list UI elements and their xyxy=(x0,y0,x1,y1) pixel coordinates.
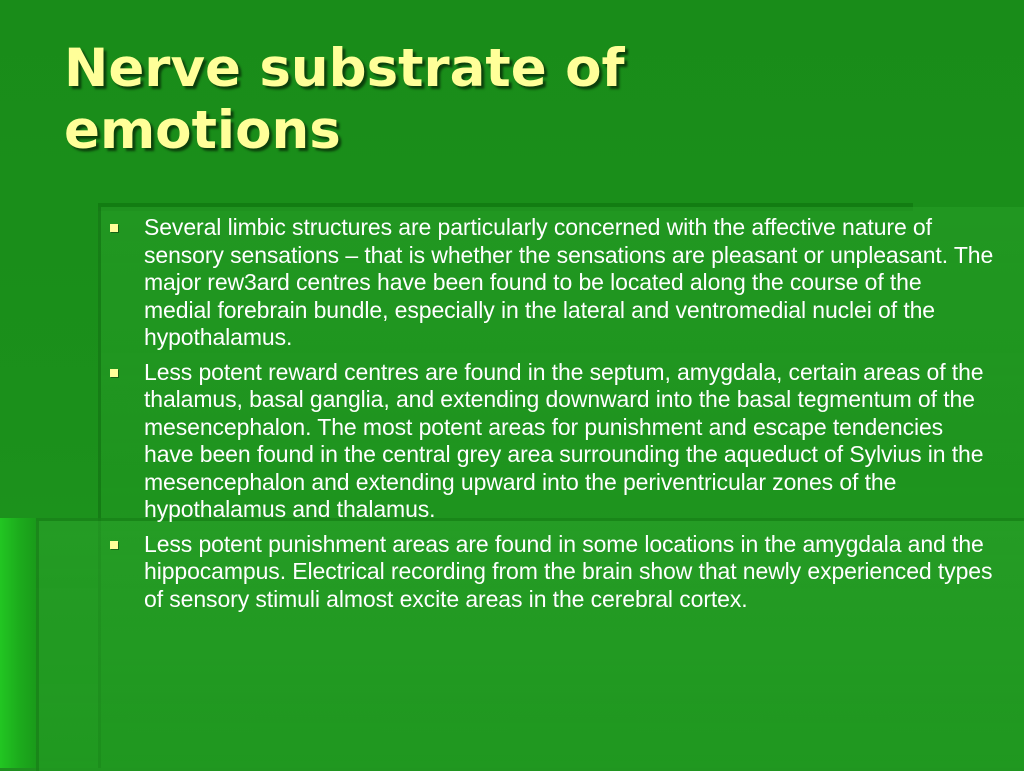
slide-title-line-1: Nerve substrate of xyxy=(64,38,625,99)
left-edge-accent xyxy=(0,518,36,768)
bullet-list xyxy=(108,214,994,620)
bullet-text-1: Several limbic structures are particularly concerned with the affective nature of sensory sensations – that is whether the sensations are pleasant or unpleasant. The major rew3ard centres have been found to be located along the course of the medial forebrain bundle, especially in the lateral and ventromedial nuclei of the hypothalamus. xyxy=(144,214,994,350)
square-bullet-icon xyxy=(110,224,118,232)
bullet-text-2: Less potent reward centres are found in the septum, amygdala, certain areas of the thalamus, basal ganglia, and extending downward into the basal tegmentum of the mesencephalon. The most potent areas for punishment and escape tendencies have been found in the central grey area surrounding the aqueduct of Sylvius in the mesencephalon and extending upward into the periventricular zones of the hypothalamus and thalamus. xyxy=(144,358,984,522)
slide-title xyxy=(64,38,964,162)
bullet-item-2 xyxy=(108,359,994,524)
square-bullet-icon xyxy=(110,369,118,377)
slide-title-line-2: emotions xyxy=(64,100,341,161)
bullet-item-3 xyxy=(108,531,994,614)
bullet-text-3: Less potent punishment areas are found in some locations in the amygdala and the hippocampus. Electrical recording from the brain show that newly experienced types of sensory stimuli almost excite areas in the cerebral cortex. xyxy=(144,530,993,612)
bullet-item-1 xyxy=(108,214,994,352)
square-bullet-icon xyxy=(110,541,118,549)
